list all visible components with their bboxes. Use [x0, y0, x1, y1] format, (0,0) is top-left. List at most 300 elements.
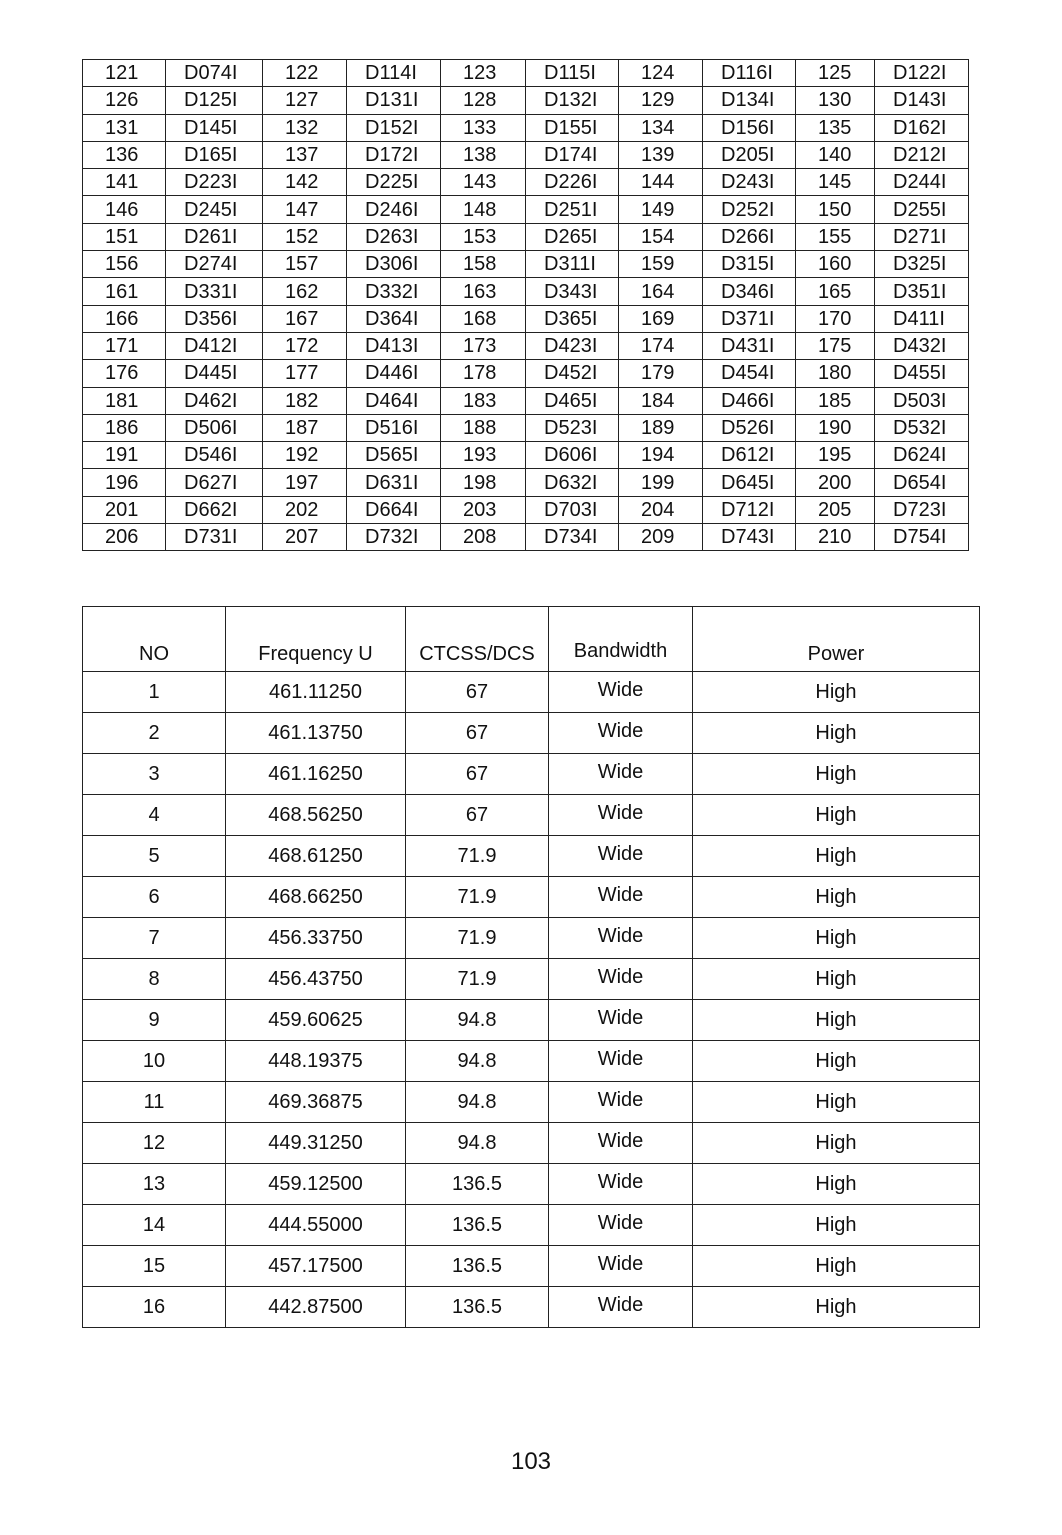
channel-no: 13	[83, 1164, 226, 1205]
dcs-code: D266I	[703, 223, 796, 250]
dcs-channel-number: 152	[263, 223, 347, 250]
channel-table-header-row	[83, 607, 980, 672]
dcs-channel-number: 127	[263, 87, 347, 114]
channel-frequency: 459.60625	[226, 1000, 406, 1041]
dcs-channel-number: 200	[796, 469, 875, 496]
dcs-channel-number: 161	[83, 278, 166, 305]
dcs-channel-number: 142	[263, 169, 347, 196]
dcs-channel-number: 123	[441, 60, 526, 87]
dcs-channel-number: 173	[441, 332, 526, 359]
dcs-channel-number: 180	[796, 360, 875, 387]
channel-power: High	[693, 1205, 980, 1246]
dcs-channel-number: 138	[441, 141, 526, 168]
dcs-code: D245I	[166, 196, 263, 223]
dcs-channel-number: 139	[619, 141, 703, 168]
dcs-code: D331I	[166, 278, 263, 305]
dcs-channel-number: 207	[263, 524, 347, 551]
channel-table-body	[83, 672, 980, 1328]
dcs-channel-number: 124	[619, 60, 703, 87]
dcs-channel-number: 134	[619, 114, 703, 141]
dcs-code: D244I	[875, 169, 969, 196]
channel-bandwidth: Wide	[549, 672, 693, 713]
dcs-table-row	[83, 305, 969, 332]
channel-no: 14	[83, 1205, 226, 1246]
dcs-table-row	[83, 114, 969, 141]
dcs-channel-number: 184	[619, 387, 703, 414]
channel-power: High	[693, 672, 980, 713]
channel-ctcss-dcs: 94.8	[406, 1082, 549, 1123]
dcs-channel-number: 174	[619, 332, 703, 359]
channel-frequency: 457.17500	[226, 1246, 406, 1287]
dcs-channel-number: 167	[263, 305, 347, 332]
dcs-code: D162I	[875, 114, 969, 141]
dcs-code: D645I	[703, 469, 796, 496]
channel-bandwidth: Wide	[549, 1287, 693, 1328]
table-row	[83, 1082, 980, 1123]
dcs-code: D155I	[526, 114, 619, 141]
dcs-channel-number: 147	[263, 196, 347, 223]
dcs-code: D411I	[875, 305, 969, 332]
dcs-table-row	[83, 169, 969, 196]
channel-bandwidth: Wide	[549, 918, 693, 959]
dcs-table-row	[83, 524, 969, 551]
dcs-channel-number: 208	[441, 524, 526, 551]
channel-no: 10	[83, 1041, 226, 1082]
dcs-table-row	[83, 496, 969, 523]
dcs-code: D624I	[875, 442, 969, 469]
channel-bandwidth: Wide	[549, 795, 693, 836]
table-row	[83, 836, 980, 877]
channel-power: High	[693, 1041, 980, 1082]
channel-frequency: 461.11250	[226, 672, 406, 713]
dcs-code: D343I	[526, 278, 619, 305]
dcs-channel-number: 191	[83, 442, 166, 469]
dcs-code: D654I	[875, 469, 969, 496]
channel-frequency: 468.61250	[226, 836, 406, 877]
channel-bandwidth: Wide	[549, 1246, 693, 1287]
dcs-channel-number: 141	[83, 169, 166, 196]
channel-ctcss-dcs: 136.5	[406, 1287, 549, 1328]
channel-power: High	[693, 836, 980, 877]
channel-ctcss-dcs: 71.9	[406, 959, 549, 1000]
page-number: 103	[510, 1448, 552, 1475]
dcs-channel-number: 155	[796, 223, 875, 250]
dcs-code: D152I	[347, 114, 441, 141]
channel-power: High	[693, 959, 980, 1000]
dcs-channel-number: 198	[441, 469, 526, 496]
channel-ctcss-dcs: 71.9	[406, 918, 549, 959]
dcs-channel-number: 153	[441, 223, 526, 250]
dcs-code: D632I	[526, 469, 619, 496]
dcs-channel-number: 182	[263, 387, 347, 414]
dcs-channel-number: 186	[83, 414, 166, 441]
dcs-channel-number: 195	[796, 442, 875, 469]
dcs-channel-number: 175	[796, 332, 875, 359]
dcs-channel-number: 128	[441, 87, 526, 114]
dcs-code: D074I	[166, 60, 263, 87]
channel-no: 2	[83, 713, 226, 754]
dcs-code: D212I	[875, 141, 969, 168]
dcs-channel-number: 181	[83, 387, 166, 414]
dcs-channel-number: 209	[619, 524, 703, 551]
dcs-channel-number: 151	[83, 223, 166, 250]
channel-power: High	[693, 754, 980, 795]
dcs-code: D143I	[875, 87, 969, 114]
channel-bandwidth: Wide	[549, 1041, 693, 1082]
dcs-channel-number: 177	[263, 360, 347, 387]
header-bandwidth: Bandwidth	[549, 607, 693, 672]
dcs-channel-number: 169	[619, 305, 703, 332]
dcs-code: D116I	[703, 60, 796, 87]
dcs-code: D271I	[875, 223, 969, 250]
channel-ctcss-dcs: 94.8	[406, 1000, 549, 1041]
channel-ctcss-dcs: 67	[406, 795, 549, 836]
dcs-table-row	[83, 278, 969, 305]
channel-ctcss-dcs: 94.8	[406, 1123, 549, 1164]
dcs-channel-number: 156	[83, 251, 166, 278]
dcs-code: D364I	[347, 305, 441, 332]
channel-power: High	[693, 877, 980, 918]
dcs-table-body	[83, 60, 969, 551]
dcs-code: D606I	[526, 442, 619, 469]
dcs-code: D172I	[347, 141, 441, 168]
channel-bandwidth: Wide	[549, 713, 693, 754]
dcs-table-row	[83, 414, 969, 441]
dcs-channel-number: 137	[263, 141, 347, 168]
table-row	[83, 959, 980, 1000]
dcs-channel-number: 166	[83, 305, 166, 332]
dcs-code: D503I	[875, 387, 969, 414]
channel-bandwidth: Wide	[549, 959, 693, 1000]
channel-frequency: 461.16250	[226, 754, 406, 795]
table-row	[83, 877, 980, 918]
table-row	[83, 1041, 980, 1082]
dcs-code: D346I	[703, 278, 796, 305]
dcs-code: D412I	[166, 332, 263, 359]
dcs-channel-number: 140	[796, 141, 875, 168]
dcs-channel-number: 125	[796, 60, 875, 87]
dcs-channel-number: 154	[619, 223, 703, 250]
dcs-code: D462I	[166, 387, 263, 414]
dcs-code: D251I	[526, 196, 619, 223]
dcs-code: D754I	[875, 524, 969, 551]
dcs-channel-number: 172	[263, 332, 347, 359]
channel-power: High	[693, 1246, 980, 1287]
dcs-code: D205I	[703, 141, 796, 168]
dcs-code: D413I	[347, 332, 441, 359]
dcs-channel-number: 136	[83, 141, 166, 168]
dcs-code: D466I	[703, 387, 796, 414]
dcs-channel-number: 159	[619, 251, 703, 278]
dcs-channel-number: 143	[441, 169, 526, 196]
table-row	[83, 1123, 980, 1164]
channel-table	[82, 606, 980, 1328]
channel-frequency: 456.43750	[226, 959, 406, 1000]
dcs-code: D365I	[526, 305, 619, 332]
channel-frequency: 444.55000	[226, 1205, 406, 1246]
channel-power: High	[693, 1082, 980, 1123]
dcs-table-row	[83, 332, 969, 359]
dcs-code: D156I	[703, 114, 796, 141]
dcs-table-row	[83, 387, 969, 414]
dcs-channel-number: 201	[83, 496, 166, 523]
dcs-code: D315I	[703, 251, 796, 278]
dcs-channel-number: 188	[441, 414, 526, 441]
dcs-code: D664I	[347, 496, 441, 523]
dcs-code: D306I	[347, 251, 441, 278]
dcs-code: D732I	[347, 524, 441, 551]
dcs-channel-number: 131	[83, 114, 166, 141]
dcs-code: D446I	[347, 360, 441, 387]
dcs-code: D226I	[526, 169, 619, 196]
table-row	[83, 754, 980, 795]
dcs-channel-number: 126	[83, 87, 166, 114]
dcs-channel-number: 204	[619, 496, 703, 523]
channel-bandwidth: Wide	[549, 877, 693, 918]
table-row	[83, 672, 980, 713]
channel-no: 3	[83, 754, 226, 795]
dcs-code: D734I	[526, 524, 619, 551]
dcs-code: D246I	[347, 196, 441, 223]
dcs-code: D454I	[703, 360, 796, 387]
channel-no: 15	[83, 1246, 226, 1287]
dcs-channel-number: 179	[619, 360, 703, 387]
dcs-code: D731I	[166, 524, 263, 551]
dcs-code: D723I	[875, 496, 969, 523]
channel-no: 8	[83, 959, 226, 1000]
dcs-channel-number: 162	[263, 278, 347, 305]
channel-bandwidth: Wide	[549, 1082, 693, 1123]
dcs-code: D223I	[166, 169, 263, 196]
dcs-channel-number: 205	[796, 496, 875, 523]
channel-no: 9	[83, 1000, 226, 1041]
channel-bandwidth: Wide	[549, 1164, 693, 1205]
channel-ctcss-dcs: 136.5	[406, 1164, 549, 1205]
channel-power: High	[693, 1123, 980, 1164]
dcs-table-row	[83, 251, 969, 278]
dcs-table-row	[83, 360, 969, 387]
dcs-channel-number: 192	[263, 442, 347, 469]
dcs-code: D114I	[347, 60, 441, 87]
header-power: Power	[693, 607, 980, 672]
dcs-channel-number: 144	[619, 169, 703, 196]
channel-ctcss-dcs: 67	[406, 754, 549, 795]
dcs-table-row	[83, 141, 969, 168]
dcs-code: D263I	[347, 223, 441, 250]
dcs-channel-number: 165	[796, 278, 875, 305]
dcs-table-row	[83, 196, 969, 223]
channel-frequency: 448.19375	[226, 1041, 406, 1082]
dcs-channel-number: 171	[83, 332, 166, 359]
dcs-code: D445I	[166, 360, 263, 387]
channel-frequency: 469.36875	[226, 1082, 406, 1123]
dcs-code: D243I	[703, 169, 796, 196]
dcs-code: D612I	[703, 442, 796, 469]
dcs-channel-number: 160	[796, 251, 875, 278]
dcs-code: D261I	[166, 223, 263, 250]
dcs-code: D371I	[703, 305, 796, 332]
channel-no: 11	[83, 1082, 226, 1123]
dcs-channel-number: 178	[441, 360, 526, 387]
dcs-code: D506I	[166, 414, 263, 441]
dcs-code: D255I	[875, 196, 969, 223]
header-ctcss-dcs: CTCSS/DCS	[406, 607, 549, 672]
dcs-channel-number: 132	[263, 114, 347, 141]
dcs-code: D165I	[166, 141, 263, 168]
dcs-code: D526I	[703, 414, 796, 441]
dcs-channel-number: 135	[796, 114, 875, 141]
channel-no: 5	[83, 836, 226, 877]
dcs-code: D115I	[526, 60, 619, 87]
channel-frequency: 449.31250	[226, 1123, 406, 1164]
dcs-code: D351I	[875, 278, 969, 305]
dcs-channel-number: 168	[441, 305, 526, 332]
dcs-code: D743I	[703, 524, 796, 551]
channel-no: 7	[83, 918, 226, 959]
dcs-channel-number: 176	[83, 360, 166, 387]
dcs-code: D703I	[526, 496, 619, 523]
table-row	[83, 1246, 980, 1287]
dcs-channel-number: 130	[796, 87, 875, 114]
channel-bandwidth: Wide	[549, 1205, 693, 1246]
dcs-channel-number: 150	[796, 196, 875, 223]
dcs-channel-number: 164	[619, 278, 703, 305]
channel-bandwidth: Wide	[549, 1000, 693, 1041]
dcs-code: D311I	[526, 251, 619, 278]
dcs-code: D546I	[166, 442, 263, 469]
dcs-channel-number: 146	[83, 196, 166, 223]
channel-ctcss-dcs: 71.9	[406, 877, 549, 918]
dcs-code: D131I	[347, 87, 441, 114]
channel-power: High	[693, 795, 980, 836]
channel-bandwidth: Wide	[549, 836, 693, 877]
dcs-code: D523I	[526, 414, 619, 441]
dcs-channel-number: 122	[263, 60, 347, 87]
dcs-channel-number: 170	[796, 305, 875, 332]
dcs-code: D631I	[347, 469, 441, 496]
dcs-code: D125I	[166, 87, 263, 114]
dcs-channel-number: 202	[263, 496, 347, 523]
dcs-code-table	[82, 59, 969, 551]
dcs-channel-number: 129	[619, 87, 703, 114]
table-row	[83, 795, 980, 836]
channel-power: High	[693, 1164, 980, 1205]
dcs-channel-number: 121	[83, 60, 166, 87]
channel-ctcss-dcs: 94.8	[406, 1041, 549, 1082]
channel-no: 1	[83, 672, 226, 713]
dcs-code: D225I	[347, 169, 441, 196]
dcs-code: D274I	[166, 251, 263, 278]
dcs-code: D712I	[703, 496, 796, 523]
dcs-table-row	[83, 87, 969, 114]
dcs-channel-number: 206	[83, 524, 166, 551]
dcs-channel-number: 157	[263, 251, 347, 278]
table-row	[83, 1287, 980, 1328]
dcs-channel-number: 199	[619, 469, 703, 496]
dcs-channel-number: 158	[441, 251, 526, 278]
channel-frequency: 459.12500	[226, 1164, 406, 1205]
dcs-channel-number: 193	[441, 442, 526, 469]
channel-bandwidth: Wide	[549, 1123, 693, 1164]
channel-no: 4	[83, 795, 226, 836]
dcs-channel-number: 210	[796, 524, 875, 551]
dcs-code: D145I	[166, 114, 263, 141]
header-no: NO	[83, 607, 226, 672]
dcs-code: D122I	[875, 60, 969, 87]
dcs-code: D325I	[875, 251, 969, 278]
dcs-code: D432I	[875, 332, 969, 359]
dcs-channel-number: 194	[619, 442, 703, 469]
dcs-code: D465I	[526, 387, 619, 414]
channel-power: High	[693, 1287, 980, 1328]
channel-power: High	[693, 713, 980, 754]
dcs-code: D565I	[347, 442, 441, 469]
dcs-code: D516I	[347, 414, 441, 441]
channel-ctcss-dcs: 136.5	[406, 1246, 549, 1287]
table-row	[83, 1205, 980, 1246]
dcs-code: D332I	[347, 278, 441, 305]
dcs-table-row	[83, 60, 969, 87]
dcs-channel-number: 197	[263, 469, 347, 496]
dcs-code: D627I	[166, 469, 263, 496]
dcs-channel-number: 190	[796, 414, 875, 441]
channel-frequency: 442.87500	[226, 1287, 406, 1328]
channel-no: 12	[83, 1123, 226, 1164]
dcs-code: D252I	[703, 196, 796, 223]
channel-frequency: 468.56250	[226, 795, 406, 836]
dcs-channel-number: 203	[441, 496, 526, 523]
channel-no: 6	[83, 877, 226, 918]
header-frequency: Frequency U	[226, 607, 406, 672]
dcs-code: D132I	[526, 87, 619, 114]
dcs-code: D174I	[526, 141, 619, 168]
channel-bandwidth: Wide	[549, 754, 693, 795]
channel-ctcss-dcs: 67	[406, 713, 549, 754]
dcs-channel-number: 163	[441, 278, 526, 305]
dcs-code: D452I	[526, 360, 619, 387]
channel-frequency: 461.13750	[226, 713, 406, 754]
dcs-channel-number: 189	[619, 414, 703, 441]
dcs-channel-number: 133	[441, 114, 526, 141]
dcs-code: D431I	[703, 332, 796, 359]
table-row	[83, 918, 980, 959]
dcs-channel-number: 149	[619, 196, 703, 223]
table-row	[83, 713, 980, 754]
channel-frequency: 468.66250	[226, 877, 406, 918]
dcs-channel-number: 196	[83, 469, 166, 496]
dcs-table-row	[83, 223, 969, 250]
dcs-table-row	[83, 469, 969, 496]
channel-ctcss-dcs: 67	[406, 672, 549, 713]
dcs-channel-number: 145	[796, 169, 875, 196]
channel-power: High	[693, 1000, 980, 1041]
dcs-channel-number: 148	[441, 196, 526, 223]
dcs-code: D356I	[166, 305, 263, 332]
dcs-table-row	[83, 442, 969, 469]
dcs-code: D265I	[526, 223, 619, 250]
channel-ctcss-dcs: 71.9	[406, 836, 549, 877]
channel-frequency: 456.33750	[226, 918, 406, 959]
dcs-code: D423I	[526, 332, 619, 359]
dcs-channel-number: 187	[263, 414, 347, 441]
dcs-code: D455I	[875, 360, 969, 387]
dcs-code: D464I	[347, 387, 441, 414]
dcs-code: D134I	[703, 87, 796, 114]
channel-power: High	[693, 918, 980, 959]
table-row	[83, 1164, 980, 1205]
dcs-code: D662I	[166, 496, 263, 523]
table-row	[83, 1000, 980, 1041]
